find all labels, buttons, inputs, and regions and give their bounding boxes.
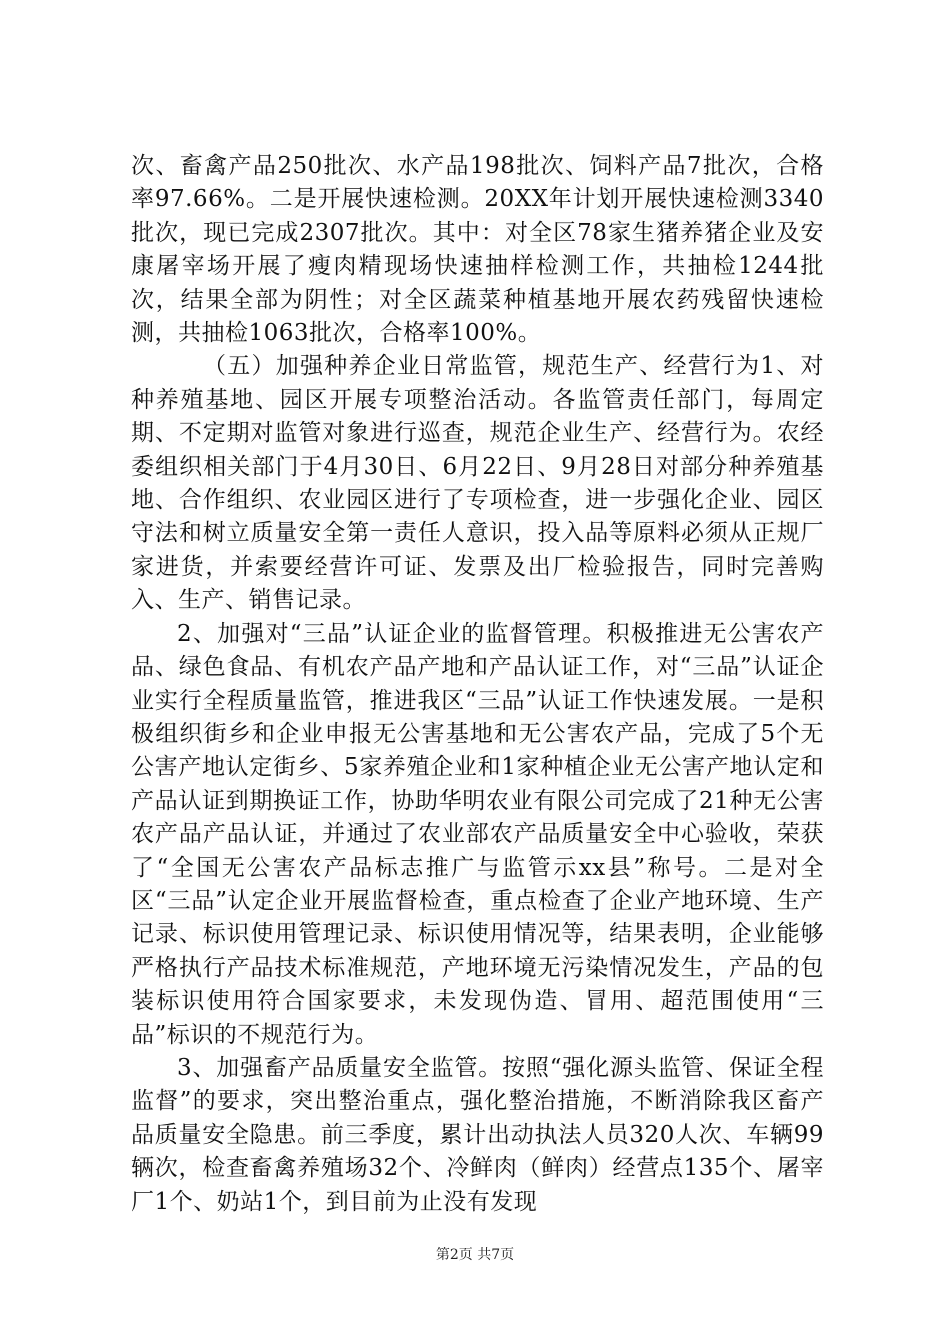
paragraph-livestock-supervision: 3、加强畜产品质量安全监管。按照“强化源头监管、保证全程监督”的要求，突出整治重点，强化整治措施，不断消除我区畜产品质量安全隐患。前三季度，累计出动执法人员320人次、车辆99辆次，检查畜禽养殖场32个、冷鲜肉（鲜肉）经营点135个、屠宰厂1个、奶站1个，到目前为止没有发现	[131, 1054, 824, 1215]
paragraph-testing-results: 次、畜禽产品250批次、水产品198批次、饲料产品7批次，合格率97.66%。二是开展快速检测。20XX年计划开展快速检测3340批次，现已完成2307批次。其中：对全区78家生猪养猪企业及安康屠宰场开展了瘦肉精现场快速抽样检测工作，共抽检1244批次，结果全部为阴性；对全区蔬菜种植基地开展农药残留快速检测，共抽检1063批次，合格率100%。	[131, 153, 824, 347]
document-body	[131, 150, 824, 1219]
page-number-footer: 第2页 共7页	[435, 1247, 515, 1263]
paragraph-three-products: 2、加强对“三品”认证企业的监督管理。积极推进无公害农产品、绿色食品、有机农产品产地和产品认证工作，对“三品”认证企业实行全程质量监管，推进我区“三品”认证工作快速发展。一是积极组织街乡和企业申报无公害基地和无公害农产品，完成了5个无公害产地认定街乡、5家养殖企业和1家种植企业无公害产地认定和产品认证到期换证工作，协助华明农业有限公司完成了21种无公害农产品产品认证，并通过了农业部农产品质量安全中心验收，荣获了“全国无公害农产品标志推广与监管示xx县”称号。二是对全区“三品”认定企业开展监督检查，重点检查了企业产地环境、生产记录、标识使用管理记录、标识使用情况等，结果表明，企业能够严格执行产品技术标准规范，产地环境无污染情况发生，产品的包装标识使用符合国家要求，未发现伪造、冒用、超范围使用“三品”标识的不规范行为。	[131, 620, 824, 1048]
paragraph-section-five: （五）加强种养企业日常监管，规范生产、经营行为1、对种养殖基地、园区开展专项整治活动。各监管责任部门，每周定期、不定期对监管对象进行巡查，规范企业生产、经营行为。农经委组织相关部门于4月30日、6月22日、9月28日对部分种养殖基地、合作组织、农业园区进行了专项检查，进一步强化企业、园区守法和树立质量安全第一责任人意识，投入品等原料必须从正规厂家进货，并索要经营许可证、发票及出厂检验报告，同时完善购入、生产、销售记录。	[131, 353, 824, 614]
